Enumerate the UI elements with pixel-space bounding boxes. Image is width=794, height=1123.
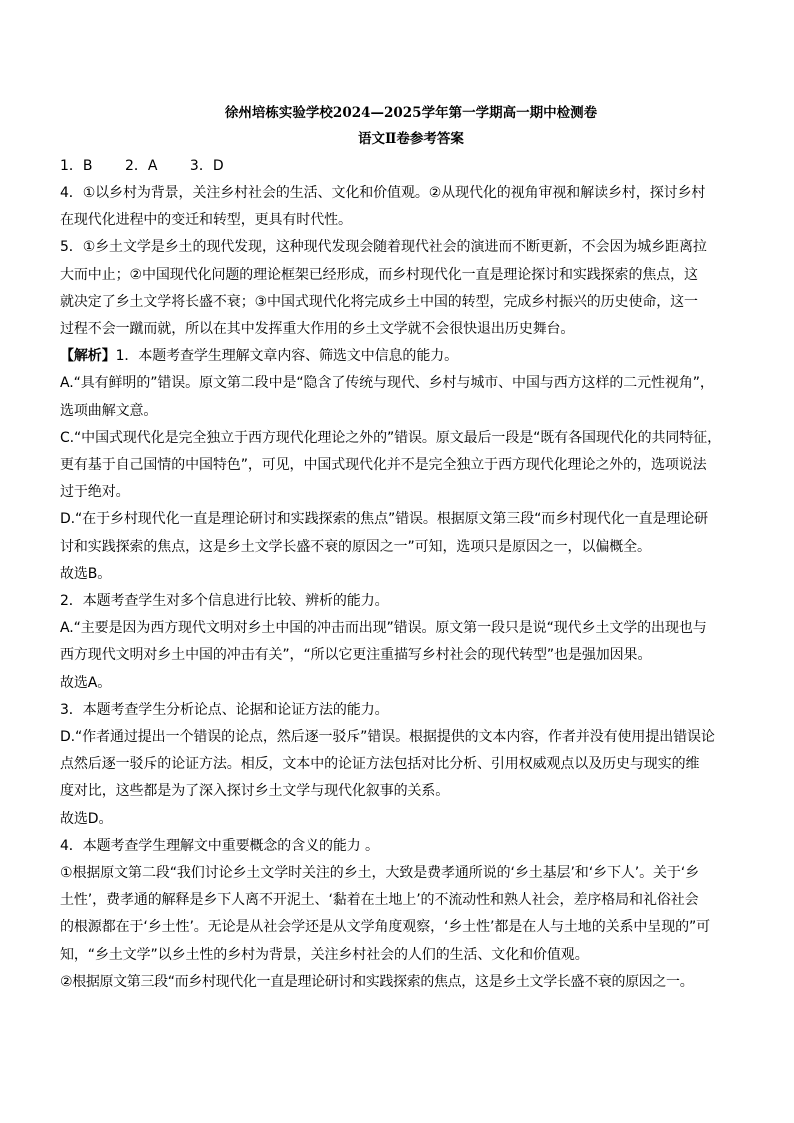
- text-line: ①根据原文第二段“我们讨论乡土文学时关注的乡土，大致是费孝通所说的‘乡土基层’和‘乡下人’。关于‘乡: [60, 865, 700, 882]
- document-subtitle: 语文Ⅱ卷参考答案: [358, 131, 464, 147]
- text-line: 讨和实践探索的焦点，这是乡土文学长盛不衰的原因之一”可知，选项只是原因之一，以偏概全。: [60, 538, 651, 555]
- text-line: 4．①以乡村为背景，关注乡村社会的生活、文化和价值观。②从现代化的视角审视和解读乡村，探讨乡村: [60, 185, 706, 201]
- text-line: 选项曲解文意。: [60, 402, 158, 419]
- text-line: 知，“乡土文学”以乡土性的乡村为背景，关注乡村社会的人们的生活、文化和价值观。: [60, 946, 589, 963]
- text-line: 2．本题考查学生对多个信息进行比较、辨析的能力。: [60, 593, 389, 610]
- text-line: 故选A。: [60, 674, 112, 691]
- document-content: [60, 100, 740, 996]
- answer-q4: [60, 180, 740, 234]
- text-line: C.“中国式现代化是完全独立于西方现代化理论之外的”错误。原文最后一段是“既有各国现代化的共同特征，: [60, 429, 721, 446]
- text-line: A.“具有鲜明的”错误。原文第二段中是“隐含了传统与现代、乡村与城市、中国与西方这样的二元性视角”，: [60, 375, 714, 392]
- text-line: 4．本题考查学生理解文中重要概念的含义的能力 。: [60, 837, 379, 854]
- text-line: 过于绝对。: [60, 484, 130, 501]
- analysis-tag: 【解析】: [60, 348, 116, 365]
- analysis-heading: [60, 343, 740, 370]
- text-line: 故选D。: [60, 810, 113, 827]
- text-line: D.“作者通过提出一个错误的论点，然后逐一驳斥”错误。根据提供的文本内容，作者并没有使用提出错误论: [60, 729, 715, 746]
- text-line: 更有基于自己国情的中国特色”，可见，中国式现代化并不是完全独立于西方现代化理论之外的，选项说法: [60, 457, 707, 474]
- answer-3: 3．D: [189, 158, 224, 174]
- answer-1: 1．B: [60, 158, 93, 174]
- analysis-heading-text: 1．本题考查学生理解文章内容、筛选文中信息的能力。: [115, 348, 459, 365]
- text-line: 3．本题考查学生分析论点、论据和论证方法的能力。: [60, 701, 389, 718]
- text-line: 就决定了乡土文学将长盛不衰；③中国式现代化将完成乡土中国的转型，完成乡村振兴的历史使命，这一: [60, 293, 698, 310]
- text-line: 5．①乡土文学是乡土的现代发现，这种现代发现会随着现代社会的演进而不断更新，不会因为城乡距离拉: [60, 239, 707, 256]
- answer-2: 2．A: [124, 158, 158, 174]
- text-line: 大而中止；②中国现代化问题的理论框架已经形成，而乡村现代化一直是理论探讨和实践探索的焦点，这: [60, 266, 698, 283]
- text-line: ②根据原文第三段“而乡村现代化一直是理论研讨和实践探索的焦点，这是乡土文学长盛不衰的原因之一。: [60, 973, 694, 990]
- text-line: 度对比，这些都是为了深入探讨乡土文学与现代化叙事的关系。: [60, 783, 450, 800]
- text-line: 的根源都在于‘乡土性’。无论是从社会学还是从文学角度观察，‘乡土性’都是在人与土地的关系中呈现的”可: [60, 919, 711, 936]
- text-line: 故选B。: [60, 565, 112, 582]
- choice-answers: [60, 153, 740, 180]
- text-line: A.“主要是因为西方现代文明对乡土中国的冲击而出现”错误。原文第一段只是说“现代乡土文学的出现也与: [60, 620, 707, 637]
- document-title: 徐州培栋实验学校2024—2025学年第一学期高一期中检测卷: [224, 105, 598, 121]
- text-line: 在现代化进程中的变迁和转型，更具有时代性。: [60, 212, 352, 229]
- text-line: 点然后逐一驳斥的论证方法。相反，文本中的论证方法包括对比分析、引用权威观点以及历史与现实的维: [60, 756, 700, 773]
- analysis-section: [60, 343, 740, 996]
- text-line: 过程不会一蹴而就，所以在其中发挥重大作用的乡土文学就不会很快退出历史舞台。: [60, 321, 575, 338]
- text-line: 土性’，费孝通的解释是乡下人离不开泥土、‘黏着在土地上’的不流动性和熟人社会，差序格局和礼俗社会: [60, 892, 699, 909]
- text-line: D.“在于乡村现代化一直是理论研讨和实践探索的焦点”错误。根据原文第三段“而乡村现代化一直是理论研: [60, 511, 709, 528]
- text-line: 西方现代文明对乡土中国的冲击有关”，“所以它更注重描写乡村社会的现代转型”也是强加因果。: [60, 647, 652, 664]
- answer-q5: [60, 234, 740, 343]
